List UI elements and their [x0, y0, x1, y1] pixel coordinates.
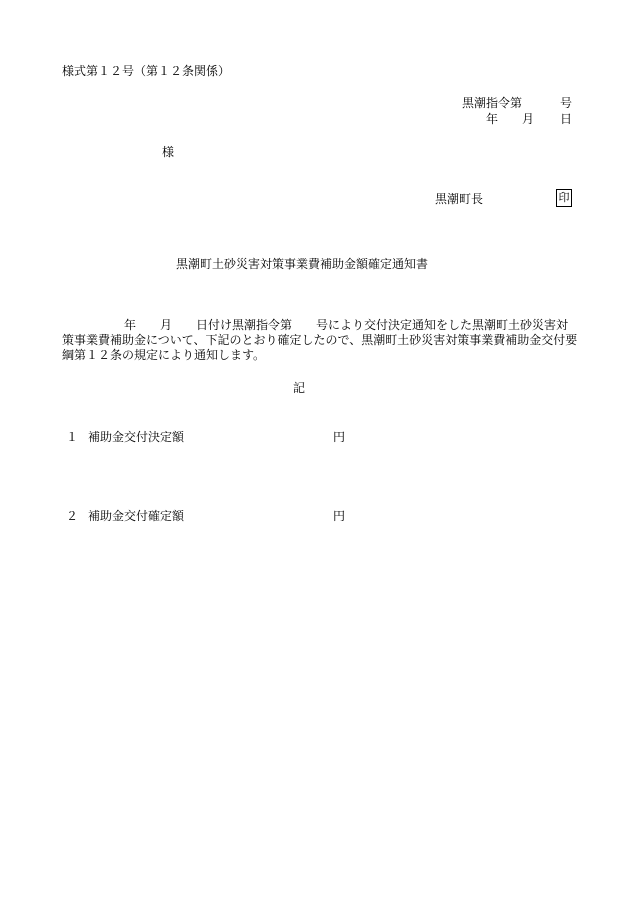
- date-year-label: 年: [486, 112, 499, 126]
- body-line-2: 策事業費補助金について、下記のとおり確定したので、黒潮町土砂災害対策事業費補助金交付要: [62, 333, 578, 347]
- date-month-label: 月: [522, 112, 535, 126]
- notice-number-label: 黒潮指令第: [462, 96, 523, 110]
- body-line-3: 綱第１２条の規定により通知します。: [62, 348, 266, 362]
- item-2-number: ２: [66, 509, 79, 523]
- document-title: 黒潮町土砂災害対策事業費補助金額確定通知書: [176, 257, 429, 271]
- item-2-unit: 円: [333, 509, 346, 523]
- seal-mark: 印: [556, 189, 572, 207]
- issuer-title: 黒潮町長: [435, 192, 484, 206]
- record-heading: 記: [293, 381, 306, 395]
- date-day-label: 日: [560, 112, 573, 126]
- addressee-honorific: 様: [162, 145, 175, 159]
- item-1-label: 補助金交付決定額: [88, 430, 185, 444]
- item-2-label: 補助金交付確定額: [88, 509, 185, 523]
- notice-number-suffix: 号: [560, 96, 573, 110]
- item-1-unit: 円: [333, 430, 346, 444]
- form-number: 様式第１２号（第１２条関係）: [62, 64, 231, 78]
- body-line-1: 年 月 日付け黒潮指令第 号により交付決定通知をした黒潮町土砂災害対: [124, 318, 569, 332]
- item-1-number: １: [66, 430, 79, 444]
- body-paragraph: [62, 318, 577, 363]
